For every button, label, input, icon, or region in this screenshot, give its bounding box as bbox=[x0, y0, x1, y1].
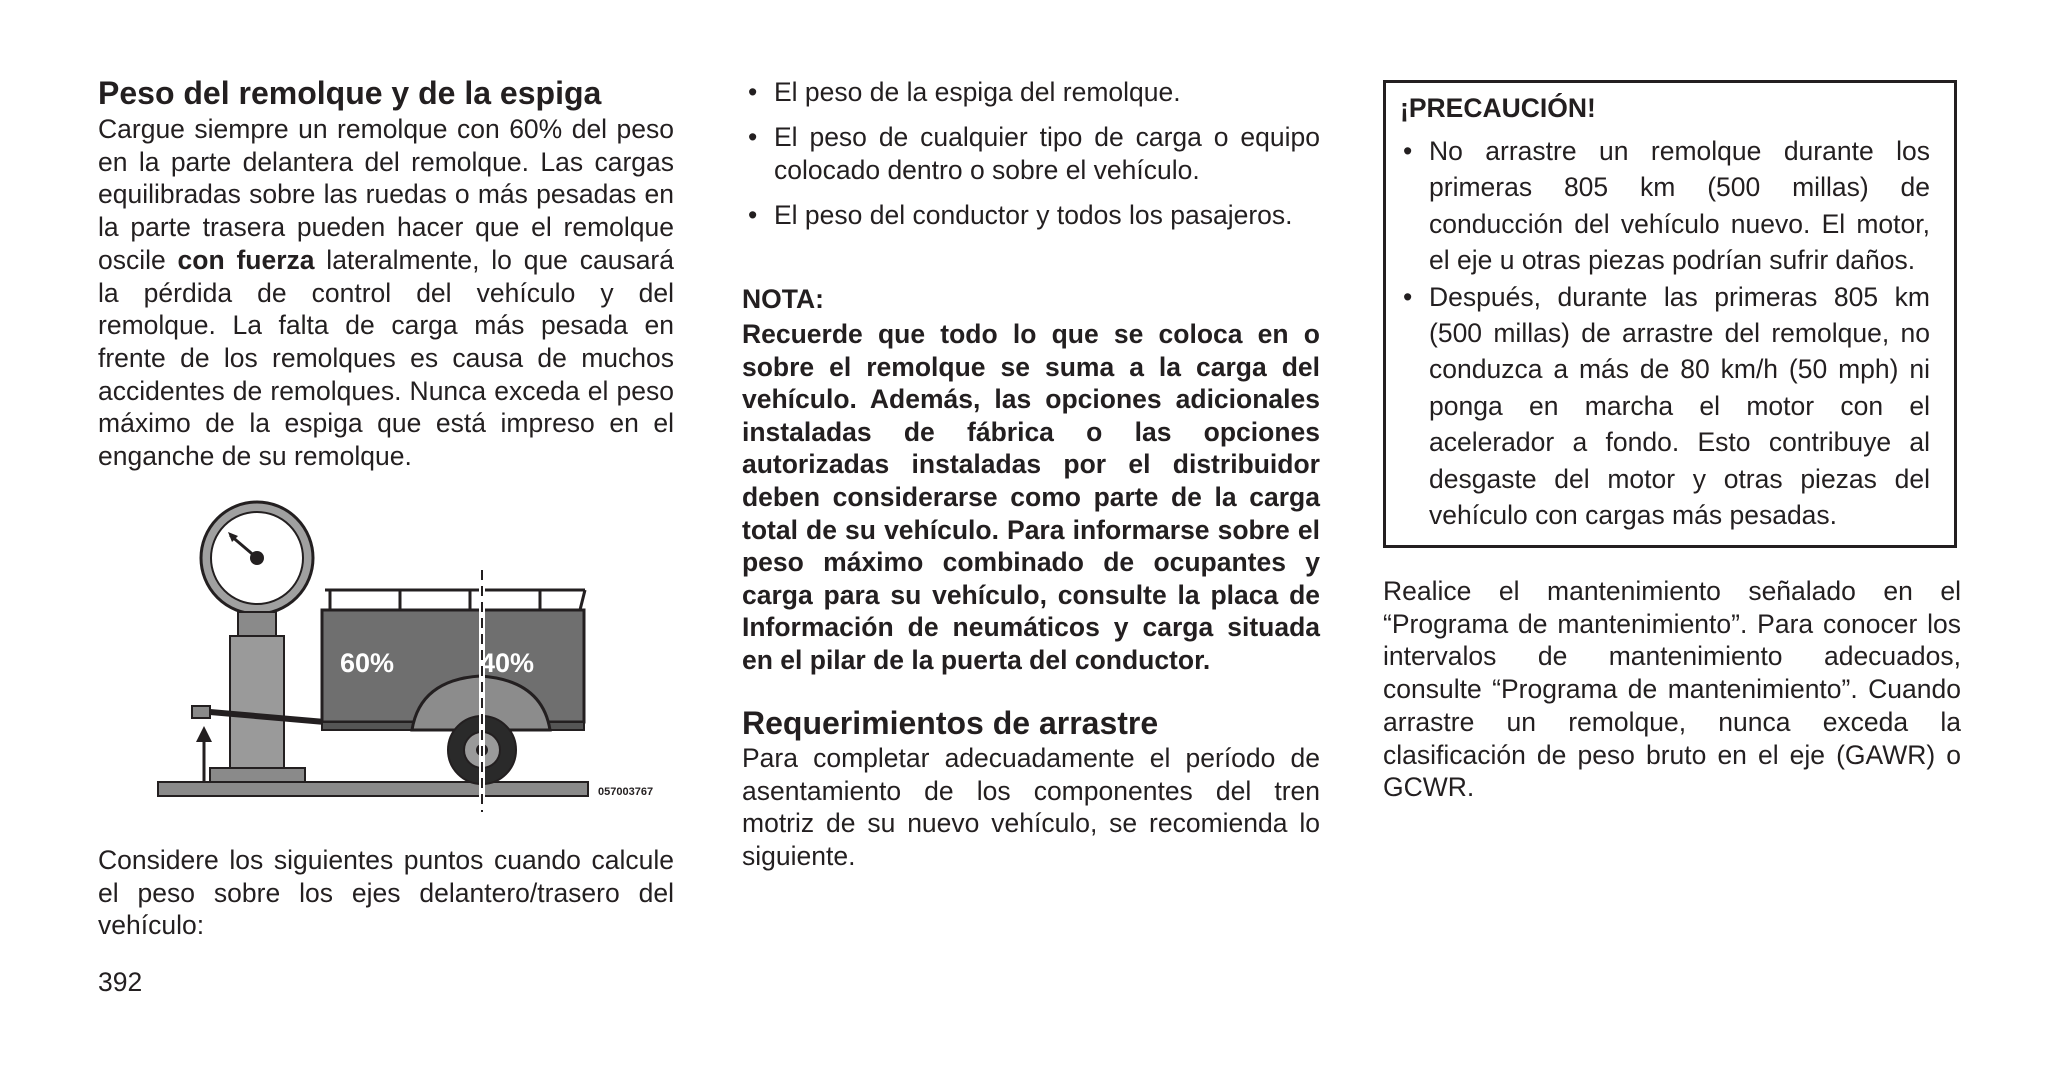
scale-column bbox=[230, 636, 284, 782]
note-text: Recuerde que todo lo que se coloca en o sobre el remolque se suma a la carga del vehículo. Además, las opciones adicionales instaladas de fábrica o las opciones autorizadas instaladas por el distribuidor deben considerarse como parte de la carga total de su vehículo. Para informarse sobre el peso máximo combinado de ocupantes y carga para su vehículo, consulte la placa de Información de neumáticos y carga situada en el pilar de la puerta del conductor. bbox=[742, 319, 1320, 675]
axle-weight-paragraph: Considere los siguientes puntos cuando calcule el peso sobre los ejes delantero/trasero del vehículo: bbox=[98, 845, 674, 941]
weight-factors-list bbox=[742, 76, 1320, 232]
list-item: • Después, durante las primeras 805 km (500 millas) de arrastre del remolque, no conduzca a más de 80 km/h (50 mph) ni ponga en marcha el motor con el acelerador a fondo. Esto contribuye al desgaste del motor y otras piezas del vehículo con cargas más pesadas. bbox=[1400, 279, 1930, 534]
section-title-requerimientos: Requerimientos de arrastre bbox=[742, 705, 1159, 741]
break-in-paragraph: Para completar adecuadamente el período de asentamiento de los componentes del tren motriz de su nuevo vehículo, se recomienda lo siguiente. bbox=[742, 743, 1320, 872]
section-title-peso: Peso del remolque y de la espiga bbox=[98, 75, 602, 111]
caution-list bbox=[1400, 133, 1930, 533]
note-label: NOTA: bbox=[742, 284, 824, 314]
list-item: • El peso de la espiga del remolque. bbox=[742, 76, 1320, 109]
caution-title: ¡PRECAUCIÓN! bbox=[1400, 93, 1596, 123]
intro-paragraph bbox=[98, 113, 674, 473]
list-item: • No arrastre un remolque durante los primeras 805 km (500 millas) de conducción del vehículo nuevo. El motor, el eje u otras piezas podrían sufrir daños. bbox=[1400, 133, 1930, 279]
ground-bar bbox=[158, 782, 588, 796]
page-number: 392 bbox=[98, 967, 143, 997]
trailer-weight-figure bbox=[150, 500, 680, 818]
front-weight-label: 60% bbox=[340, 648, 395, 678]
rear-weight-label: 40% bbox=[480, 648, 535, 678]
maintenance-paragraph: Realice el mantenimiento señalado en el “Programa de mantenimiento”. Para conocer los intervalos de mantenimiento adecuados, consulte “Programa de mantenimiento”. Cuando arrastre un remolque, nunca exceda la clasificación de peso bruto en el eje (GAWR) o GCWR. bbox=[1383, 576, 1961, 803]
intro-text-1: Cargue siempre un remolque con 60% del peso en la parte delantera del remolque. Las cargas equilibradas sobre las ruedas o más pesadas en la parte trasera pueden hacer que el remolque oscile bbox=[98, 114, 674, 275]
list-item: • El peso de cualquier tipo de carga o equipo colocado dentro o sobre el vehículo. bbox=[742, 121, 1320, 187]
list-item: • El peso del conductor y todos los pasajeros. bbox=[742, 199, 1320, 232]
caution-box bbox=[1383, 80, 1957, 548]
intro-bold-text: con fuerza bbox=[177, 244, 315, 275]
intro-text-2: lateralmente, lo que causará la pérdida de control del vehículo y del remolque. La falta de carga más pesada en frente de los remolques es causa de muchos accidentes de remolques. Nunca exceda el peso máximo de la espiga que está impreso en el enganche de su remolque. bbox=[98, 244, 674, 472]
figure-code: 057003767 bbox=[598, 786, 654, 798]
trailer-scale-illustration bbox=[150, 500, 680, 818]
